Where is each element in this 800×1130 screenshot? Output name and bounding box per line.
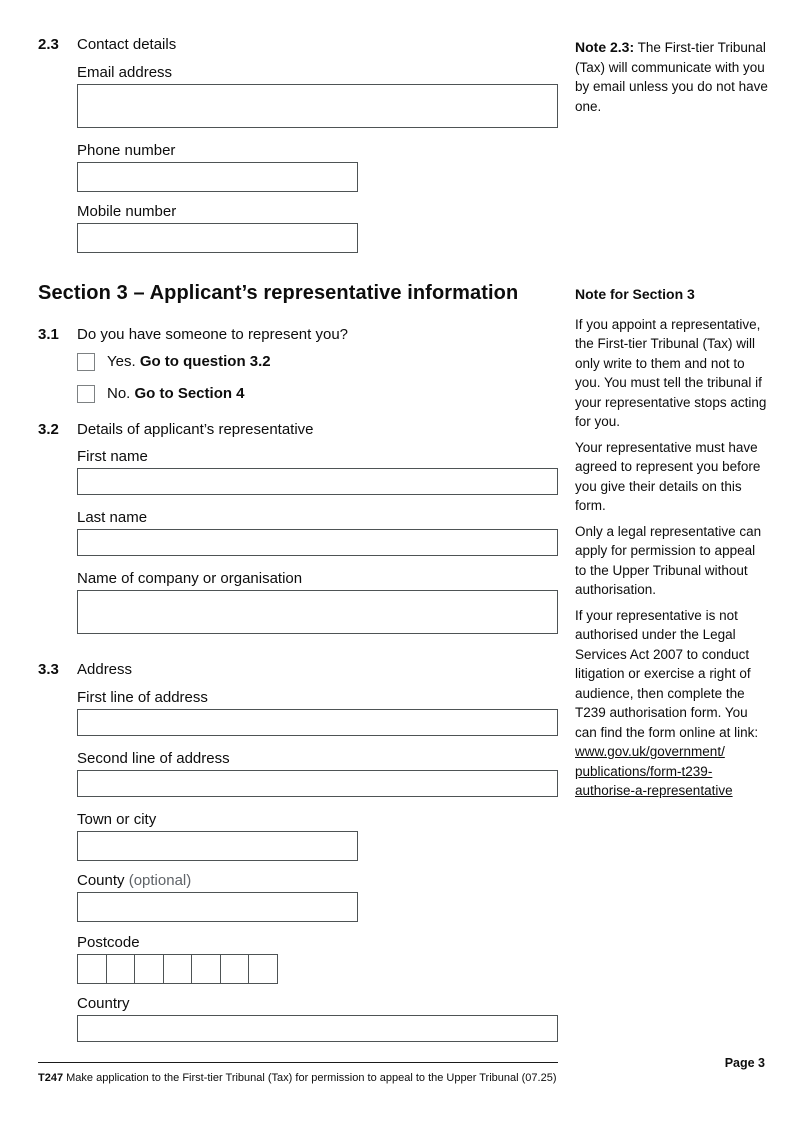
- mobile-label: Mobile number: [77, 203, 177, 220]
- note-2-3-text: The First-tier Tribunal (Tax) will communicate with you by email unless you do not have one.: [575, 40, 768, 114]
- phone-label: Phone number: [77, 142, 176, 159]
- postcode-cell[interactable]: [248, 954, 278, 984]
- county-label-row: [77, 872, 558, 890]
- company-label: Name of company or organisation: [77, 570, 303, 587]
- first-name-input[interactable]: [77, 468, 558, 495]
- note-2-3-body: [575, 40, 768, 114]
- county-label: County: [77, 872, 125, 889]
- country-label: Country: [77, 995, 130, 1012]
- email-label: Email address: [77, 64, 173, 81]
- question-3-1-number: 3.1: [38, 326, 59, 343]
- option-no-label: No.: [107, 385, 131, 402]
- question-3-1: [38, 326, 558, 344]
- t239-link-line-2[interactable]: publications/form-t239-: [575, 763, 713, 779]
- option-yes-instruction: Go to question 3.2: [139, 353, 271, 370]
- t239-form-link[interactable]: [575, 742, 769, 801]
- town-label: Town or city: [77, 811, 157, 828]
- option-yes-text: [107, 352, 271, 372]
- option-no-instruction: Go to Section 4: [134, 385, 245, 402]
- question-3-1-text: Do you have someone to represent you?: [77, 326, 349, 343]
- note-2-3-title: Note 2.3:: [575, 39, 635, 55]
- county-optional-label: (optional): [128, 872, 192, 889]
- option-no-text: [107, 384, 245, 404]
- option-yes-row: [77, 352, 558, 372]
- email-input[interactable]: [77, 84, 558, 128]
- note-2-3: [575, 38, 769, 116]
- note-section-3-paragraph: Only a legal representative can apply for permission to appeal to the Upper Tribunal without authorisation.: [575, 523, 762, 597]
- question-3-3-title: Address: [77, 661, 133, 678]
- footer-form-reference: [38, 1071, 556, 1085]
- note-section-3-paragraph: If your representative is not authorised under the Legal Services Act 2007 to conduct litigation or exercise a right of audience, then complete the T239 authorisation form. You can find the form online at link:: [575, 607, 759, 740]
- footer-form-title: Make application to the First-tier Tribunal (Tax) for permission to appeal to the Upper Tribunal (07.25): [66, 1072, 557, 1084]
- yes-checkbox[interactable]: [77, 353, 95, 371]
- question-3-2-number: 3.2: [38, 421, 59, 438]
- address-line1-label: First line of address: [77, 689, 208, 706]
- note-section-3-paragraph: Your representative must have agreed to represent you before you give their details on this form.: [575, 439, 761, 513]
- postcode-cell[interactable]: [134, 954, 164, 984]
- address-line1-input[interactable]: [77, 709, 558, 736]
- question-2-3-number: 2.3: [38, 36, 59, 53]
- postcode-label: Postcode: [77, 934, 140, 951]
- note-section-3-paragraph: If you appoint a representative, the First-tier Tribunal (Tax) will only write to them and not to you. You must tell the tribunal if your representative stops acting for you.: [575, 316, 767, 429]
- address-line2-label: Second line of address: [77, 750, 230, 767]
- postcode-cell[interactable]: [163, 954, 193, 984]
- option-yes-label: Yes.: [107, 353, 136, 370]
- question-3-2-heading: [38, 421, 558, 439]
- page-number: Page 3: [724, 1056, 765, 1070]
- first-name-label: First name: [77, 448, 148, 465]
- footer-divider: [38, 1062, 558, 1063]
- country-input[interactable]: [77, 1015, 558, 1042]
- question-2-3-title: Contact details: [77, 36, 177, 53]
- no-checkbox[interactable]: [77, 385, 95, 403]
- phone-input[interactable]: [77, 162, 358, 192]
- last-name-input[interactable]: [77, 529, 558, 556]
- footer-form-code: T247: [38, 1072, 64, 1084]
- postcode-cell[interactable]: [106, 954, 136, 984]
- mobile-input[interactable]: [77, 223, 358, 253]
- postcode-cells: [77, 954, 558, 984]
- note-section-3: [575, 285, 769, 801]
- note-section-3-title: Note for Section 3: [575, 286, 695, 302]
- company-input[interactable]: [77, 590, 558, 634]
- question-3-3-heading: [38, 661, 558, 679]
- question-3-3-number: 3.3: [38, 661, 59, 678]
- t239-link-line-1[interactable]: www.gov.uk/government/: [575, 744, 725, 759]
- question-2-3-heading: [38, 36, 558, 54]
- postcode-cell[interactable]: [77, 954, 107, 984]
- section-3-heading: Section 3 – Applicant’s representative information: [38, 282, 519, 304]
- address-line2-input[interactable]: [77, 770, 558, 797]
- option-no-row: [77, 384, 558, 404]
- form-main-column: [38, 36, 558, 1042]
- postcode-cell[interactable]: [191, 954, 221, 984]
- postcode-cell[interactable]: [220, 954, 250, 984]
- question-3-2-title: Details of applicant’s representative: [77, 421, 314, 438]
- last-name-label: Last name: [77, 509, 148, 526]
- county-input[interactable]: [77, 892, 358, 922]
- town-input[interactable]: [77, 831, 358, 861]
- t239-link-line-3[interactable]: authorise-a-representative: [575, 783, 733, 798]
